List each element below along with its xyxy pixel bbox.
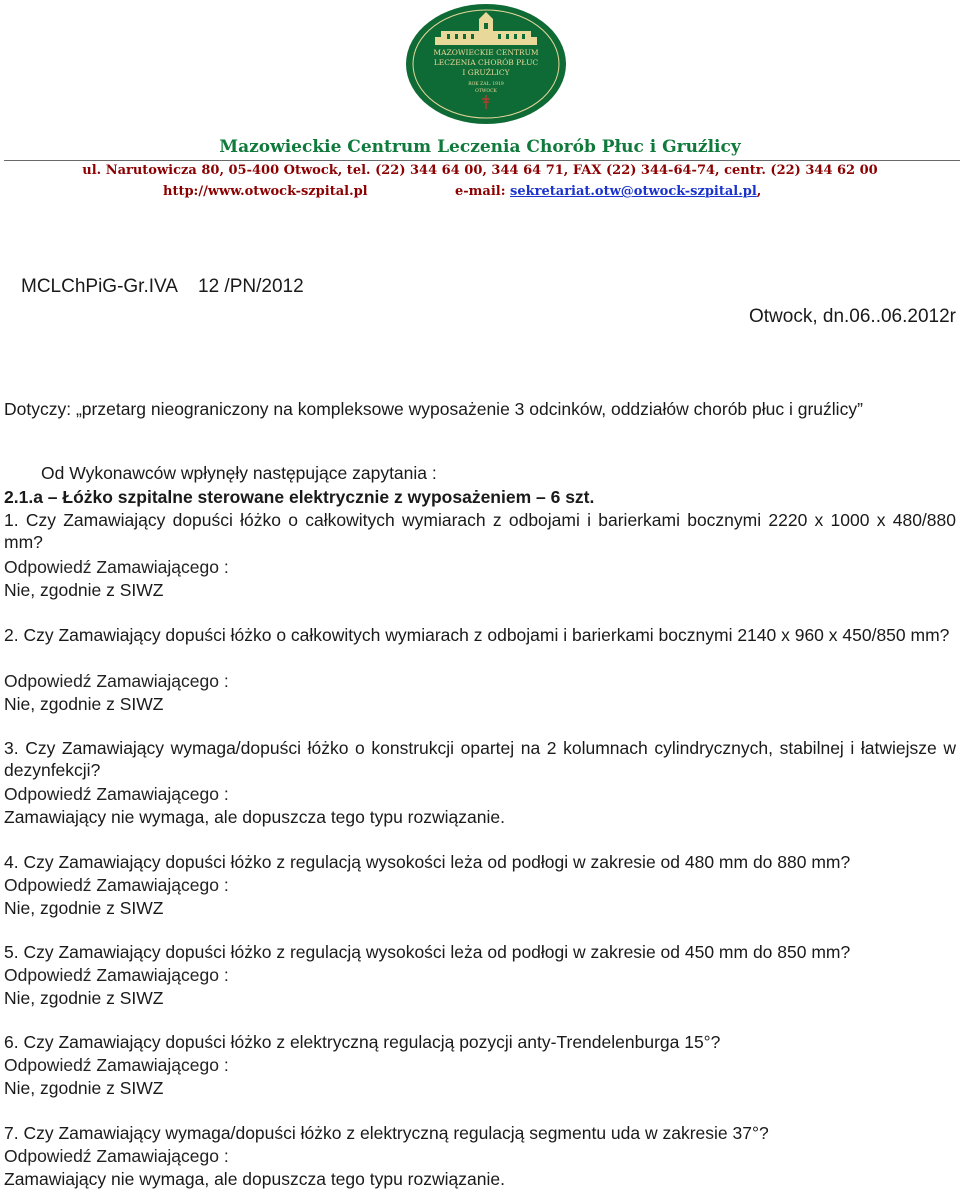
intro-text: Od Wykonawców wpłynęły następujące zapytania : bbox=[41, 463, 437, 483]
answer-label-6: Odpowiedź Zamawiającego : bbox=[4, 1055, 229, 1075]
subject-line: Dotyczy: „przetarg nieograniczony na kompleksowe wyposażenie 3 odcinków, oddziałów chorób płuc i gruźlicy” bbox=[4, 399, 863, 419]
answer-7: Zamawiający nie wymaga, ale dopuszcza tego typu rozwiązanie. bbox=[4, 1169, 505, 1189]
question-7: 7. Czy Zamawiający wymaga/dopuści łóżko z elektryczną regulacją segmentu uda w zakresie 37°? bbox=[4, 1123, 769, 1143]
answer-4: Nie, zgodnie z SIWZ bbox=[4, 898, 164, 918]
reference-number: MCLChPiG-Gr.IVA 12 /PN/2012 bbox=[21, 276, 304, 297]
logo-text-line1: MAZOWIECKIE CENTRUM bbox=[433, 48, 539, 57]
answer-label-5: Odpowiedź Zamawiającego : bbox=[4, 965, 229, 985]
email-label: e-mail: bbox=[455, 184, 511, 199]
answer-label-2: Odpowiedź Zamawiającego : bbox=[4, 671, 229, 691]
hospital-logo bbox=[405, 3, 567, 125]
logo-text-line4: ROK ZAŁ. 1919 bbox=[468, 82, 504, 87]
answer-2: Nie, zgodnie z SIWZ bbox=[4, 694, 164, 714]
answer-1: Nie, zgodnie z SIWZ bbox=[4, 580, 164, 600]
email-suffix: , bbox=[756, 184, 762, 199]
website-text: http://www.otwock-szpital.pl bbox=[163, 184, 368, 199]
question-4: 4. Czy Zamawiający dopuści łóżko z regulacją wysokości leża od podłogi w zakresie od 480 mm do 880 mm? bbox=[4, 852, 851, 872]
document-date: Otwock, dn.06..06.2012r bbox=[748, 306, 956, 327]
question-6: 6. Czy Zamawiający dopuści łóżko z elektryczną regulacją pozycji anty-Trendelenburga 15°? bbox=[4, 1032, 721, 1052]
answer-5: Nie, zgodnie z SIWZ bbox=[4, 988, 164, 1008]
answer-6: Nie, zgodnie z SIWZ bbox=[4, 1078, 164, 1098]
logo-text-line3: I GRUŹLICY bbox=[462, 68, 510, 77]
question-2: 2. Czy Zamawiający dopuści łóżko o całkowitych wymiarach z odbojami i barierkami bocznymi 2140 x 960 x 450/850 mm? bbox=[4, 625, 950, 645]
email-link[interactable]: sekretariat.otw@otwock-szpital.pl bbox=[510, 184, 757, 199]
section-title: 2.1.a – Łóżko szpitalne sterowane elektrycznie z wyposażeniem – 6 szt. bbox=[4, 487, 595, 507]
question-5: 5. Czy Zamawiający dopuści łóżko z regulacją wysokości leża od podłogi w zakresie od 450 mm do 850 mm? bbox=[4, 942, 851, 962]
organization-address: ul. Narutowicza 80, 05-400 Otwock, tel. (22) 344 64 00, 344 64 71, FAX (22) 344-64-74, centr. (22) 344 62 00 bbox=[82, 163, 878, 178]
question-1: 1. Czy Zamawiający dopuści łóżko o całkowitych wymiarach z odbojami i barierkami bocznymi 2220 x 1000 x 480/880 mm? bbox=[4, 510, 956, 552]
logo-text-line5: OTWOCK bbox=[475, 89, 497, 94]
answer-3: Zamawiający nie wymaga, ale dopuszcza tego typu rozwiązanie. bbox=[4, 807, 505, 827]
organization-name: Mazowieckie Centrum Leczenia Chorób Płuc i Gruźlicy bbox=[219, 137, 741, 157]
answer-label-4: Odpowiedź Zamawiającego : bbox=[4, 875, 229, 895]
answer-label-1: Odpowiedź Zamawiającego : bbox=[4, 557, 229, 577]
answer-label-7: Odpowiedź Zamawiającego : bbox=[4, 1146, 229, 1166]
question-3: 3. Czy Zamawiający wymaga/dopuści łóżko o konstrukcji opartej na 2 kolumnach cylindrycznych, stabilnej i łatwiejsze w dezynfekcji? bbox=[4, 738, 956, 780]
email-line bbox=[455, 184, 761, 199]
letterhead-divider bbox=[4, 160, 960, 161]
logo-text-line2: LECZENIA CHORÓB PŁUC bbox=[433, 58, 539, 67]
answer-label-3: Odpowiedź Zamawiającego : bbox=[4, 784, 229, 804]
